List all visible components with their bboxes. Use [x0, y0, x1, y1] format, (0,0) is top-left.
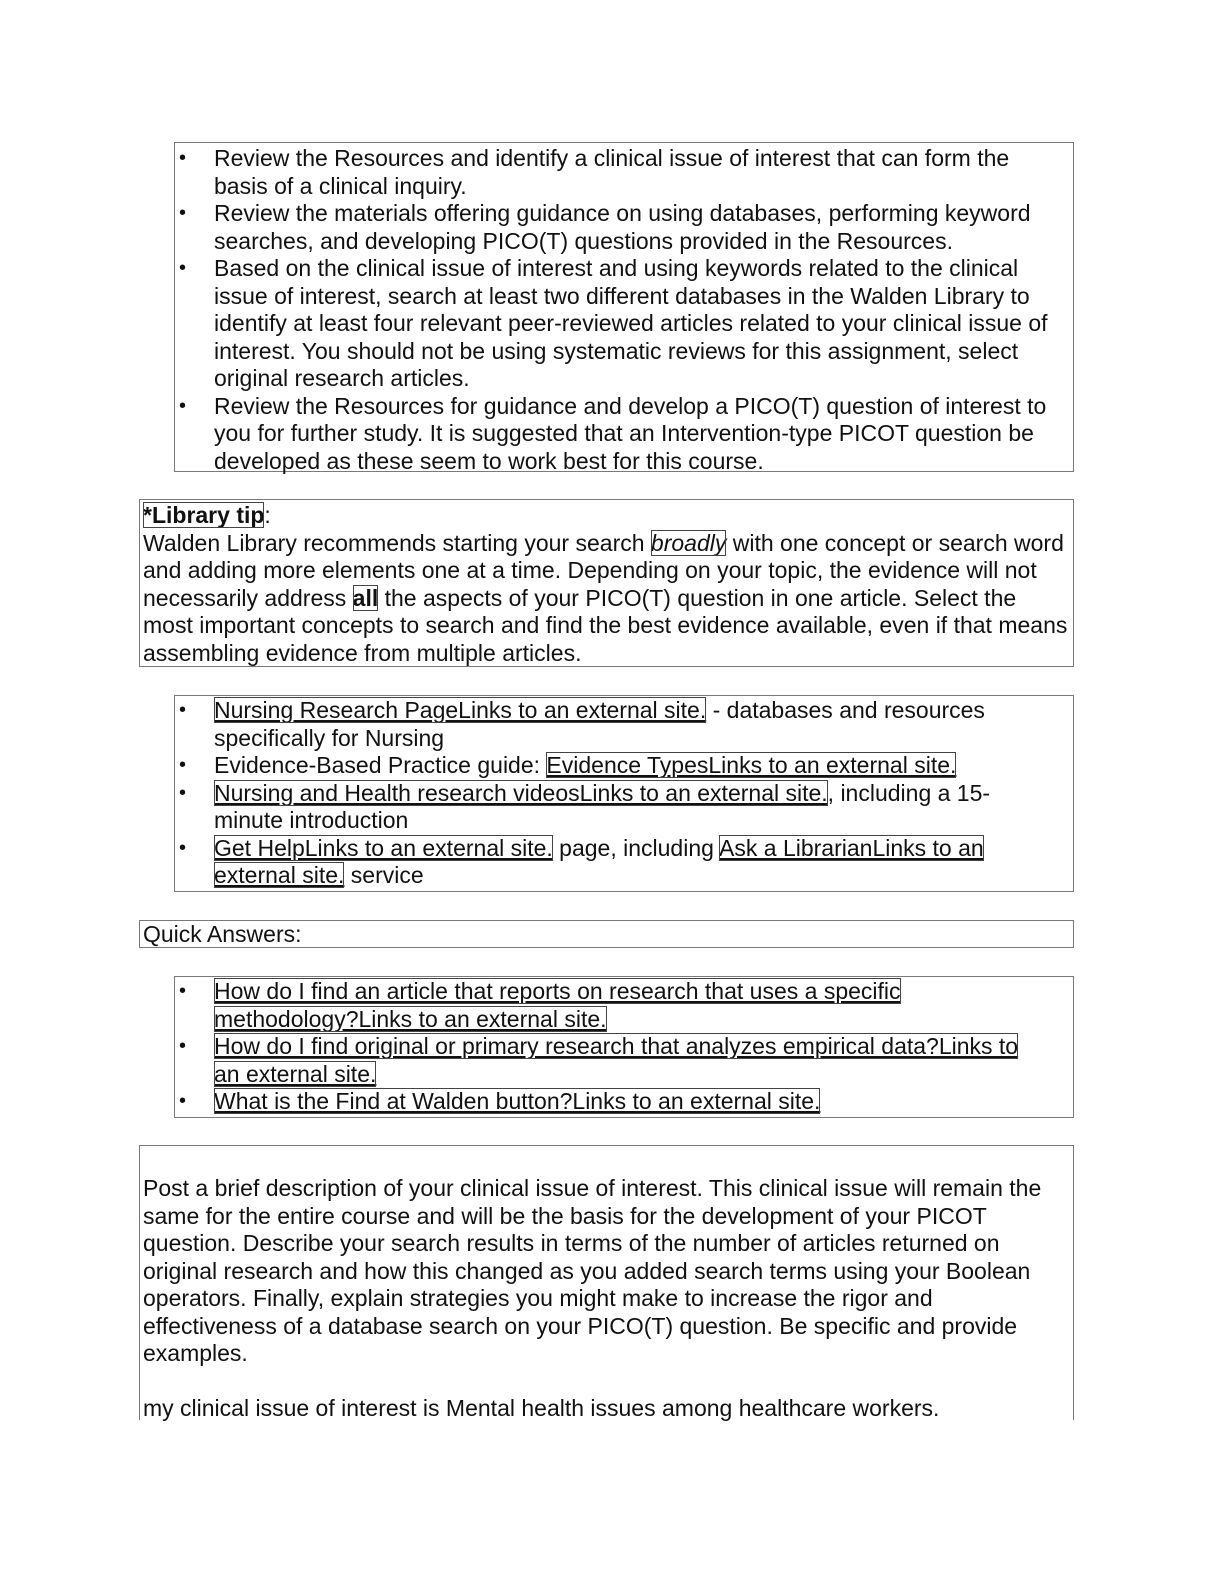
ask-a-librarian-link[interactable]: Ask a LibrarianLinks to an external site. — [214, 834, 984, 888]
list-item — [176, 1033, 1049, 1088]
emphasis-broadly: broadly — [650, 529, 727, 556]
list-item: • Review the Resources and identify a clinical issue of interest that can form the basis of a clinical inquiry. — [176, 145, 1063, 200]
quick-answers-list — [176, 978, 1049, 1116]
library-tip-heading: *Library tip: — [143, 502, 271, 528]
list-item — [176, 978, 1049, 1033]
emphasis-all: all — [352, 584, 379, 611]
list-item: • Based on the clinical issue of interest and using keywords related to the clinical issue of interest, search at least two different databases in the Walden Library to identify at least four relevant peer-reviewed articles related to your clinical issue of interest. You should not be using systematic reviews for this assignment, select original research articles. — [176, 255, 1063, 393]
list-item: • Nursing and Health research videosLinks to an external site., including a 15-minute introduction — [176, 780, 1033, 835]
post-box — [139, 1145, 1074, 1420]
instructions-list — [176, 145, 1063, 475]
list-item: • Review the materials offering guidance on using databases, performing keyword searches, and developing PICO(T) questions provided in the Resources. — [176, 200, 1063, 255]
quick-answer-methodology-link[interactable]: How do I find an article that reports on research that uses a specific methodology?Links to an external site. — [214, 978, 901, 1032]
list-item — [176, 1088, 1049, 1116]
quick-answer-find-at-walden-link[interactable]: What is the Find at Walden button?Links to an external site. — [214, 1088, 821, 1114]
quick-answers-links-box — [174, 976, 1074, 1118]
library-tip-label: *Library tip — [143, 502, 265, 528]
evidence-types-link[interactable]: Evidence TypesLinks to an external site. — [546, 752, 957, 778]
research-videos-link[interactable]: Nursing and Health research videosLinks to an external site. — [214, 779, 828, 806]
list-item: • Evidence-Based Practice guide: Evidence TypesLinks to an external site. — [176, 752, 1033, 780]
quick-answers-box — [139, 920, 1074, 948]
post-prompt: Post a brief description of your clinical issue of interest. This clinical issue will remain the same for the entire course and will be the basis for the development of your PICOT question. Describe your search results in terms of the number of articles returned on original research and how this changed as you added search terms using your Boolean operators. Finally, explain strategies you might make to increase the rigor and effectiveness of a database search on your PICO(T) question. Be specific and provide examples. — [143, 1175, 1042, 1366]
library-tip-box — [139, 499, 1074, 667]
nursing-research-page-link[interactable]: Nursing Research PageLinks to an external site. — [214, 697, 707, 723]
post-answer: my clinical issue of interest is Mental health issues among healthcare workers. — [143, 1394, 940, 1421]
list-item: • Get HelpLinks to an external site. page, including Ask a LibrarianLinks to an external site. service — [176, 835, 1033, 890]
resources-box — [174, 695, 1074, 892]
get-help-link[interactable]: Get HelpLinks to an external site. — [214, 834, 553, 861]
resources-list — [176, 697, 1033, 890]
library-tip-text: Walden Library recommends starting your search broadly with one concept or search word and adding more elements one at a time. Depending on your topic, the evidence will not necessarily address all the aspects of your PICO(T) question in one article. Select the most important concepts to search and find the best evidence available, even if that means assembling evidence from multiple articles. — [143, 529, 1068, 666]
quick-answers-label: Quick Answers: — [143, 921, 302, 947]
list-item: • Review the Resources for guidance and develop a PICO(T) question of interest to you for further study. It is suggested that an Intervention-type PICOT question be developed as these seem to work best for this course. — [176, 393, 1063, 476]
list-item: • Nursing Research PageLinks to an external site. - databases and resources specifically for Nursing — [176, 697, 1033, 752]
quick-answer-primary-research-link[interactable]: How do I find original or primary research that analyzes empirical data?Links to an external site. — [214, 1033, 1019, 1087]
instructions-box — [174, 142, 1074, 472]
